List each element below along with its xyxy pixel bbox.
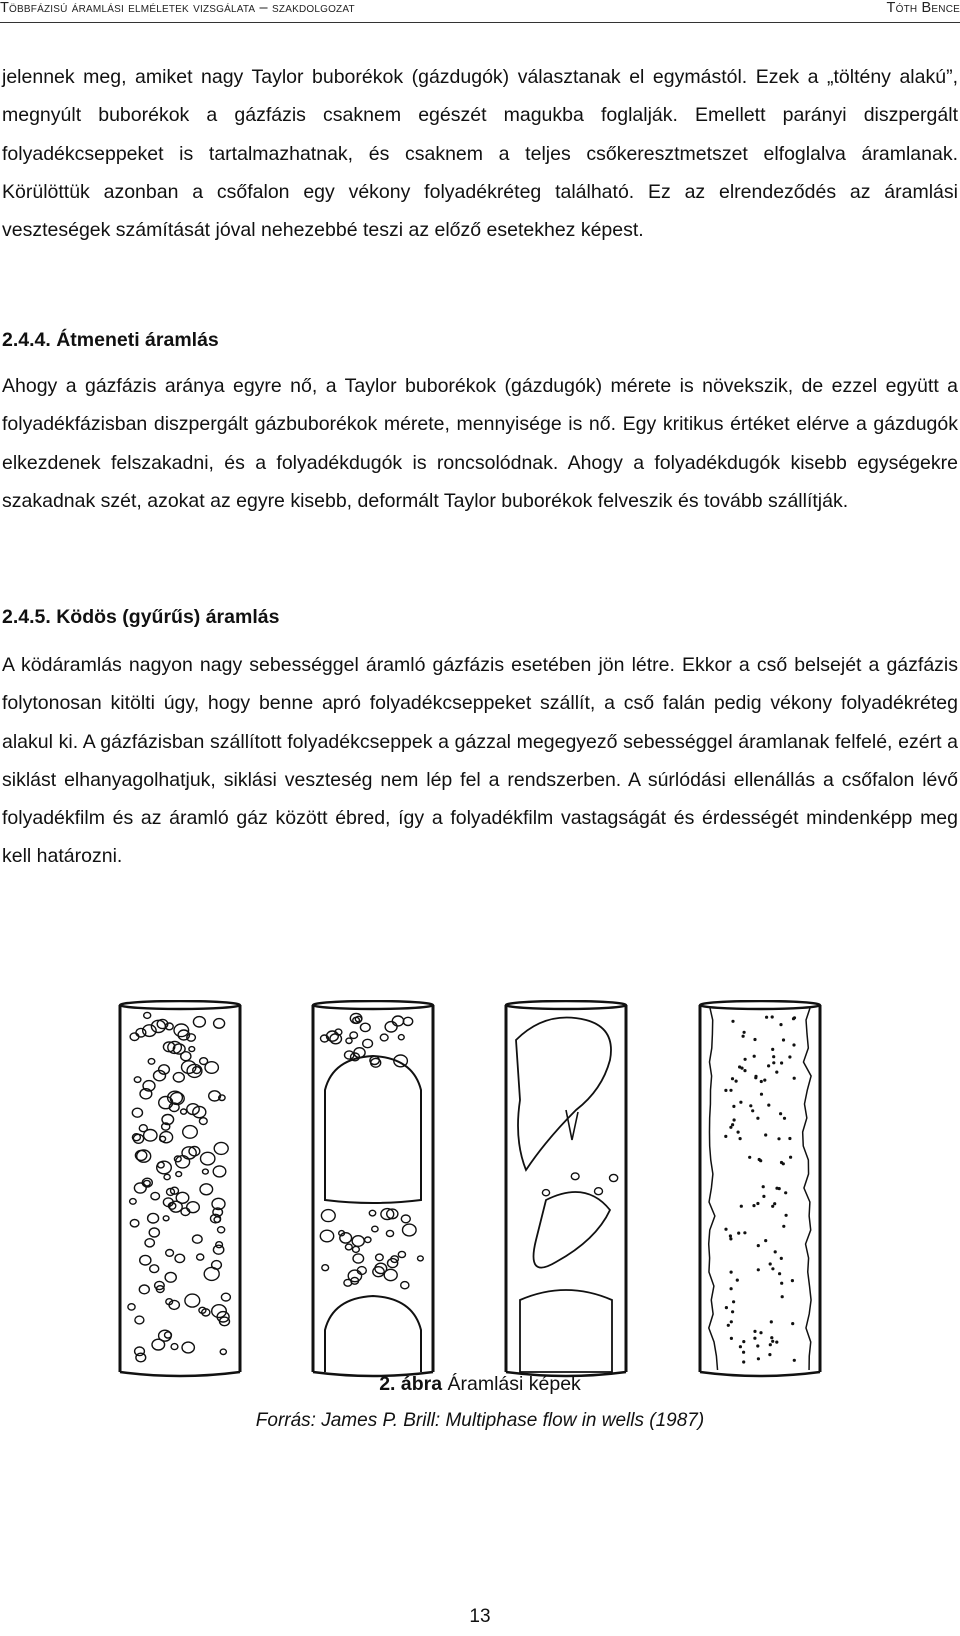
liquid-droplet (782, 1038, 785, 1041)
liquid-droplet (739, 1345, 742, 1348)
liquid-droplet (771, 1340, 774, 1343)
liquid-droplet (735, 1080, 738, 1083)
liquid-droplet (727, 1324, 730, 1327)
liquid-droplet (791, 1322, 794, 1325)
paragraph-transition-flow: Ahogy a gázfázis aránya egyre nő, a Taylor buborékok (gázdugók) mérete is növekszik, de ezzel együtt a folyadékfázisban diszpergált gázbuborékok mérete, mennyisége is nő. Egy kritikus értéket elérve a gázdugók elkezdenek felszakadni, és a folyadékdugók is roncsolódnak. Ahogy a folyadékdugók kisebb egységekre szakadnak szét, azokat az egyre kisebb, deformált Taylor buborékok felveszik és tovább szállítják. (2, 375, 958, 512)
gas-bubble (148, 1213, 159, 1223)
liquid-droplet (740, 1067, 743, 1070)
liquid-droplet (767, 1064, 770, 1067)
liquid-droplet (762, 1195, 765, 1198)
figure-caption (0, 1373, 960, 1396)
pipe-top-rim (120, 1001, 240, 1009)
gas-bubble (322, 1265, 329, 1271)
liquid-droplet (725, 1306, 728, 1309)
liquid-droplet (758, 1158, 761, 1161)
liquid-droplet (729, 1234, 732, 1237)
liquid-droplet (742, 1340, 745, 1343)
gas-bubble (136, 1028, 146, 1037)
slug-flow-pipe (313, 1001, 433, 1376)
liquid-droplet (785, 1214, 788, 1217)
pipe-top-rim (506, 1001, 626, 1009)
liquid-droplet (770, 1336, 773, 1339)
gas-bubble (213, 1245, 223, 1254)
gas-bubble (365, 1237, 371, 1243)
gas-bubble (199, 1118, 207, 1125)
gas-bubble (193, 1017, 205, 1027)
liquid-droplet (771, 1267, 774, 1270)
liquid-droplet (764, 1239, 767, 1242)
liquid-droplet (784, 1191, 787, 1194)
liquid-droplet (789, 1156, 792, 1159)
gas-bubble (163, 1216, 169, 1221)
taylor-bubble (325, 1056, 421, 1203)
gas-bubble (181, 1109, 187, 1114)
gas-bubble (148, 1059, 155, 1065)
gas-bubble (132, 1108, 142, 1117)
gas-bubble (214, 1019, 225, 1029)
gas-bubble (213, 1166, 226, 1177)
liquid-droplet (753, 1330, 756, 1333)
header-divider (0, 22, 960, 23)
liquid-droplet (730, 1271, 733, 1274)
gas-bubble (595, 1188, 603, 1195)
liquid-droplet (739, 1137, 742, 1140)
gas-bubble (403, 1017, 412, 1025)
liquid-droplet (771, 1048, 774, 1051)
gas-bubble (204, 1267, 219, 1280)
figure-source: Forrás: James P. Brill: Multiphase flow in wells (1987) (255, 1410, 705, 1431)
liquid-droplet (730, 1320, 733, 1323)
liquid-droplet (760, 1080, 763, 1083)
gas-bubble (401, 1215, 410, 1223)
liquid-droplet (754, 1076, 757, 1079)
gas-bubble (158, 1162, 165, 1168)
gas-bubble (571, 1173, 579, 1180)
liquid-droplet (780, 1282, 783, 1285)
liquid-droplet (763, 1079, 766, 1082)
gas-bubble (171, 1344, 178, 1350)
gas-bubble (144, 1012, 151, 1018)
gas-bubble (363, 1039, 373, 1047)
gas-bubble (203, 1169, 209, 1174)
liquid-droplet (742, 1035, 745, 1038)
gas-bubble (388, 1259, 398, 1268)
liquid-droplet (756, 1202, 759, 1205)
liquid-droplet (731, 1077, 734, 1080)
pipe-top-rim (313, 1001, 433, 1009)
liquid-droplet (757, 1357, 760, 1360)
gas-bubble (321, 1210, 335, 1222)
gas-bubble (353, 1254, 364, 1263)
running-header (0, 0, 960, 22)
liquid-droplet (730, 1287, 733, 1290)
gas-bubble (345, 1051, 354, 1059)
liquid-droplet (779, 1112, 782, 1115)
gas-bubble (149, 1228, 159, 1237)
paragraph-slug-flow: jelennek meg, amiket nagy Taylor buborékok (gázdugók) választanak el egymástól. Ezek a „töltény alakú”, megnyúlt buborékok a gázfázis csaknem egészét magukba foglalják. Emellett parányi diszpergált folyadékcseppeket is tartalmazhatnak, és csaknem a teljes csőkeresztmetszet elfoglalva áramlanak. Körülöttük azonban a csőfalon egy vékony folyadékréteg található. Ez az elrendeződés az áramlási veszteségek számítását jóval nehezebbé teszi az előző esetekhez képest. (2, 66, 958, 242)
gas-bubble (218, 1227, 225, 1233)
gas-bubble (340, 1233, 352, 1243)
liquid-droplet (765, 1016, 768, 1019)
liquid-droplet (783, 1117, 786, 1120)
page-number: 13 (469, 1606, 491, 1627)
liquid-droplet (724, 1228, 727, 1231)
gas-bubble (201, 1152, 215, 1165)
gas-bubble (345, 1244, 352, 1250)
gas-bubble (150, 1265, 159, 1273)
liquid-droplet (781, 1295, 784, 1298)
header-title: Többfázisú áramlási elméletek vizsgálata – szakdolgozat (0, 0, 355, 16)
gas-bubble (193, 1235, 203, 1243)
liquid-droplet (791, 1279, 794, 1282)
liquid-droplet (743, 1069, 746, 1072)
gas-bubble (221, 1293, 230, 1301)
liquid-droplet (769, 1343, 772, 1346)
gas-bubble (197, 1254, 204, 1260)
liquid-droplet (762, 1185, 765, 1188)
liquid-droplet (793, 1077, 796, 1080)
gas-bubble (187, 1202, 200, 1213)
gas-bubble (401, 1282, 409, 1289)
liquid-droplet (753, 1038, 756, 1041)
gas-bubble (398, 1251, 405, 1257)
gas-bubble (346, 1038, 352, 1043)
flow-regimes-figure (108, 1000, 868, 1380)
gas-bubble (330, 1034, 342, 1044)
liquid-droplet (767, 1104, 770, 1107)
gas-bubble (352, 1236, 364, 1247)
liquid-droplet (792, 1043, 795, 1046)
gas-bubble (183, 1126, 198, 1139)
liquid-droplet (731, 1310, 734, 1313)
liquid-wisp (534, 1192, 611, 1268)
gas-bubble (376, 1254, 384, 1261)
liquid-droplet (736, 1279, 739, 1282)
liquid-droplet (775, 1341, 778, 1344)
liquid-droplet (739, 1101, 742, 1104)
heading-transition-flow: 2.4.4. Átmeneti áramlás (2, 329, 219, 351)
liquid-droplet (742, 1360, 745, 1363)
liquid-droplet (732, 1300, 735, 1303)
liquid-droplet (730, 1337, 733, 1340)
heading-annular-flow: 2.4.5. Ködös (gyűrűs) áramlás (2, 606, 280, 628)
gas-bubble (128, 1304, 135, 1310)
liquid-droplet (729, 1126, 732, 1129)
liquid-droplet (773, 1202, 776, 1205)
liquid-film-right (803, 1008, 811, 1370)
gas-bubble (392, 1016, 403, 1026)
liquid-droplet (724, 1135, 727, 1138)
liquid-droplet (737, 1232, 740, 1235)
liquid-droplet (756, 1117, 759, 1120)
liquid-droplet (753, 1055, 756, 1058)
liquid-droplet (772, 1055, 775, 1058)
liquid-droplet (779, 1023, 782, 1026)
gas-bubble (385, 1022, 397, 1032)
liquid-droplet (757, 1244, 760, 1247)
liquid-droplet (729, 1237, 732, 1240)
gas-bubble (610, 1174, 618, 1181)
gas-bubble (130, 1199, 137, 1205)
gas-bubble (372, 1226, 378, 1232)
liquid-droplet (732, 1105, 735, 1108)
liquid-droplet (769, 1262, 772, 1265)
liquid-droplet (724, 1089, 727, 1092)
liquid-droplet (793, 1359, 796, 1362)
liquid-droplet (782, 1162, 785, 1165)
liquid-droplet (775, 1187, 778, 1190)
paragraph-annular-flow: A ködáramlás nagyon nagy sebességgel áramló gázfázis esetében jön létre. Ekkor a cső belsejét a gázfázis folytonosan kitölti úgy, hogy benne apró folyadékcseppeket szállít, a cső falán pedig vékony folyadékréteg alakul ki. A gázfázisban szállított folyadékcseppek a gázzal megegyező sebességgel áramlanak felfelé, ezért a siklást elhanyagolhatjuk, siklási veszteség nem lép fel a rendszerben. A súrlódási ellenállás a csőfalon lévő folyadékfilm és az áramló gáz között ébred, így a folyadékfilm vastagságát és érdességét mindenképp meg kell határozni. (2, 654, 958, 868)
liquid-droplet (775, 1071, 778, 1074)
liquid-droplet (742, 1351, 745, 1354)
gas-bubble (135, 1316, 144, 1324)
liquid-droplet (778, 1272, 781, 1275)
pipe-top-rim (700, 1001, 820, 1009)
gas-bubble (380, 1034, 388, 1041)
gas-bubble (133, 1134, 143, 1143)
liquid-droplet (792, 1017, 795, 1020)
gas-bubble (173, 1073, 184, 1082)
liquid-droplet (751, 1109, 754, 1112)
liquid-droplet (788, 1137, 791, 1140)
liquid-droplet (774, 1250, 777, 1253)
liquid-droplet (771, 1205, 774, 1208)
liquid-droplet (768, 1353, 771, 1356)
liquid-droplet (744, 1058, 747, 1061)
gas-bubble (189, 1047, 195, 1052)
gas-bubble (151, 1192, 160, 1199)
liquid-droplet (749, 1104, 752, 1107)
gas-bubble (360, 1023, 370, 1031)
liquid-droplet (753, 1337, 756, 1340)
gas-bubble (166, 1250, 174, 1257)
liquid-film-left (709, 1008, 718, 1370)
gas-bubble (140, 1255, 151, 1265)
gas-bubble (139, 1125, 147, 1132)
gas-bubble (369, 1210, 375, 1216)
liquid-droplet (729, 1089, 732, 1092)
liquid-droplet (780, 1061, 783, 1064)
liquid-droplet (743, 1231, 746, 1234)
gas-bubble (175, 1254, 185, 1262)
liquid-droplet (788, 1055, 791, 1058)
gas-bubble (193, 1067, 201, 1074)
gas-bubble (139, 1285, 149, 1294)
liquid-droplet (740, 1205, 743, 1208)
gas-bubble (350, 1032, 358, 1039)
gas-bubble (386, 1230, 393, 1236)
gas-bubble (200, 1184, 213, 1195)
gas-bubble (164, 1174, 170, 1179)
bubble-flow-pipe (120, 1001, 240, 1376)
liquid-droplet (760, 1093, 763, 1096)
liquid-droplet (770, 1320, 773, 1323)
gas-bubble (373, 1267, 384, 1277)
liquid-droplet (759, 1331, 762, 1334)
gas-bubble (214, 1142, 228, 1154)
liquid-droplet (782, 1225, 785, 1228)
liquid-wisp (520, 1290, 612, 1372)
gas-bubble (145, 1239, 154, 1247)
gas-bubble (320, 1230, 333, 1242)
gas-bubble (353, 1246, 360, 1252)
gas-bubble (144, 1180, 151, 1186)
gas-bubble (135, 1347, 145, 1356)
gas-bubble (182, 1342, 194, 1353)
gas-bubble (176, 1172, 182, 1177)
liquid-droplet (752, 1204, 755, 1207)
liquid-droplet (777, 1137, 780, 1140)
figure-number: 2. ábra (379, 1373, 443, 1395)
gas-bubble (176, 1192, 189, 1203)
liquid-droplet (771, 1015, 774, 1018)
gas-bubble (542, 1190, 549, 1196)
gas-bubble (136, 1353, 146, 1362)
liquid-droplet (731, 1020, 734, 1023)
gas-bubble (398, 1035, 404, 1040)
gas-bubble (130, 1220, 139, 1227)
gas-bubble (134, 1077, 141, 1083)
taylor-bubble (325, 1296, 421, 1372)
liquid-droplet (743, 1031, 746, 1034)
liquid-wisp (516, 1018, 611, 1171)
gas-bubble (375, 1263, 387, 1273)
churn-flow-pipe (506, 1001, 626, 1376)
liquid-droplet (733, 1118, 736, 1121)
figure-title: Áramlási képek (442, 1373, 581, 1395)
liquid-droplet (764, 1133, 767, 1136)
gas-bubble (403, 1224, 417, 1236)
header-author: Tóth Bence (886, 0, 960, 16)
liquid-droplet (737, 1131, 740, 1134)
liquid-droplet (757, 1268, 760, 1271)
annular-flow-pipe (700, 1001, 820, 1376)
gas-bubble (418, 1256, 424, 1261)
gas-bubble (220, 1349, 226, 1354)
gas-bubble (205, 1062, 218, 1074)
liquid-droplet (772, 1061, 775, 1064)
liquid-droplet (756, 1344, 759, 1347)
gas-bubble (165, 1272, 176, 1282)
gas-bubble (185, 1294, 200, 1307)
liquid-droplet (780, 1257, 783, 1260)
liquid-droplet (748, 1156, 751, 1159)
